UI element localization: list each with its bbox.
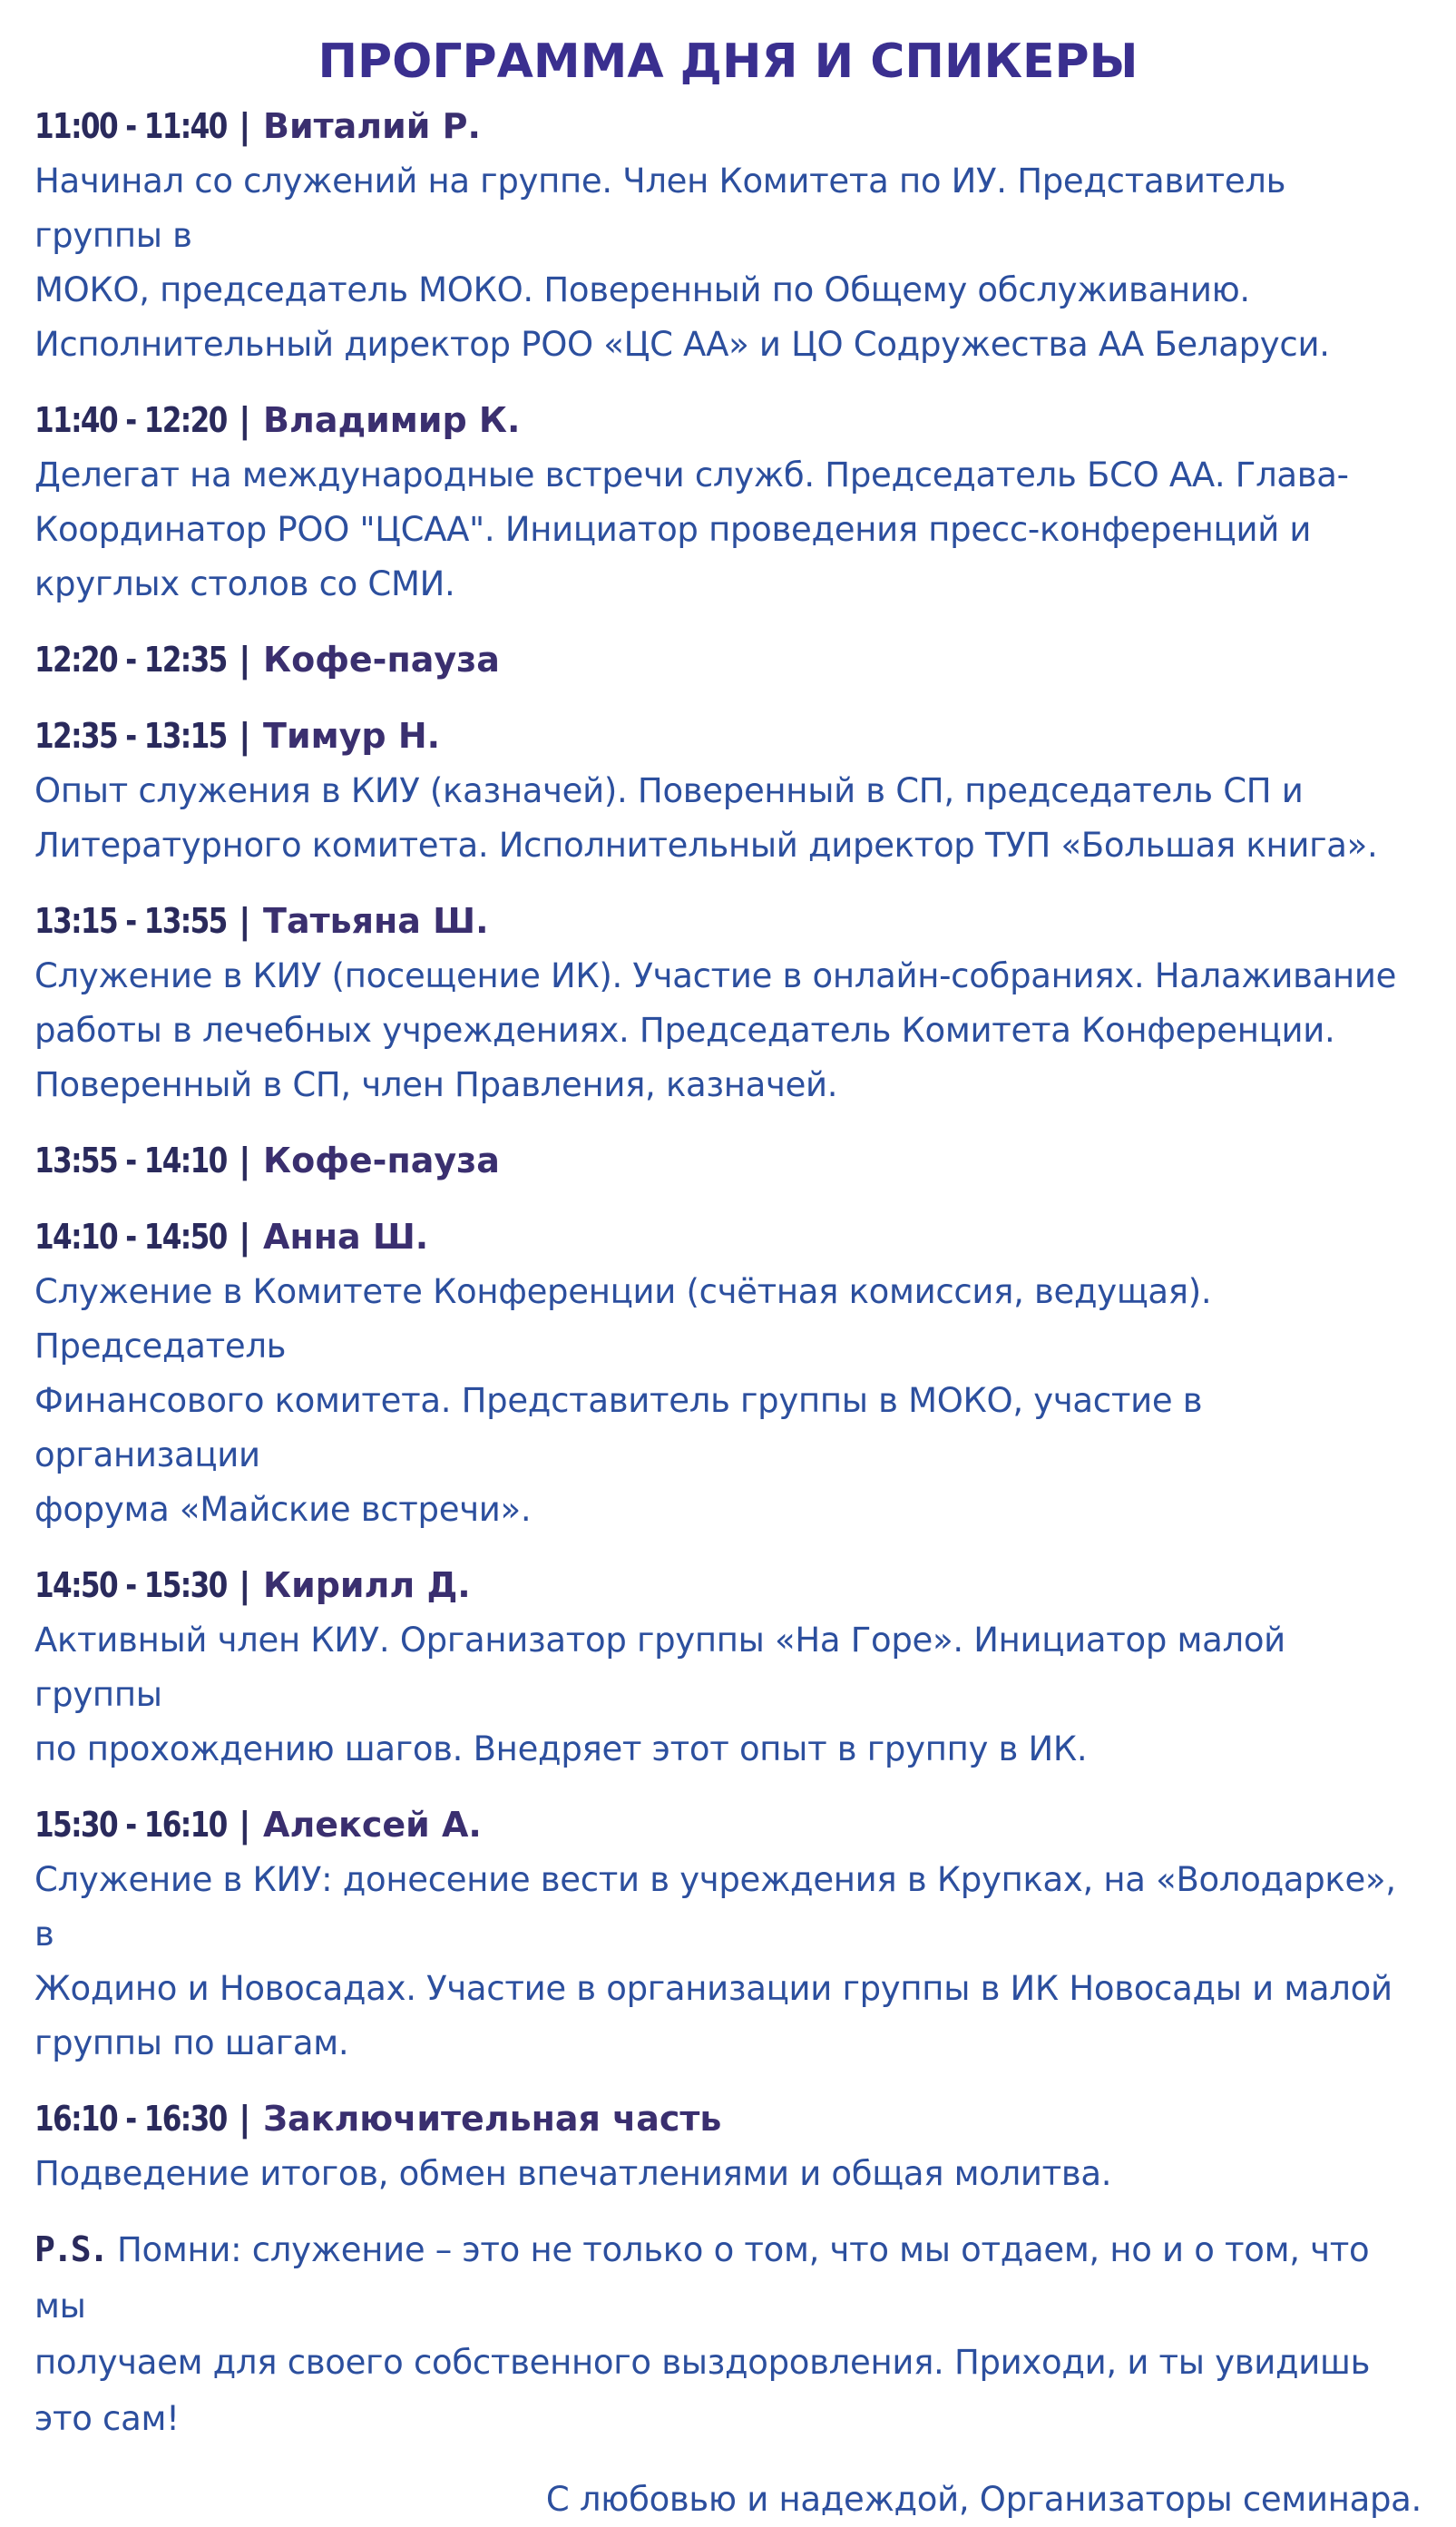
description-line: Активный член КИУ. Организатор группы «На Горе». Инициатор малой группы: [34, 1621, 1285, 1714]
separator: |: [226, 400, 264, 440]
description-line: по прохождению шагов. Внедряет этот опыт в группу в ИК.: [34, 1729, 1088, 1768]
speaker-name: Владимир К.: [263, 400, 521, 440]
description-line: группы по шагам.: [34, 2023, 349, 2062]
separator: |: [226, 640, 264, 680]
schedule-item-header: [34, 632, 1422, 688]
time-slot-box: [34, 1797, 227, 1861]
time-slot-box: [34, 1209, 227, 1273]
schedule-item-header: [34, 893, 1422, 949]
schedule-item: [34, 893, 1422, 1112]
speaker-description: [34, 448, 1422, 612]
time-slot: 16:10 - 16:30: [34, 2099, 227, 2139]
speaker-name: Кофе-пауза: [263, 1141, 500, 1180]
description-line: Служение в КИУ (посещение ИК). Участие в онлайн-собраниях. Налаживание: [34, 956, 1397, 995]
description-line: Литературного комитета. Исполнительный директор ТУП «Большая книга».: [34, 826, 1378, 865]
description-line: Делегат на международные встречи служб. Председатель БСО АА. Глава-: [34, 455, 1349, 495]
schedule-item: [34, 632, 1422, 688]
schedule-item: [34, 2091, 1422, 2201]
time-slot-box: [34, 2091, 227, 2155]
schedule-item: [34, 708, 1422, 873]
speaker-name: Кофе-пауза: [263, 640, 500, 680]
ps-line: Помни: служение – это не только о том, что мы отдаем, но и о том, что мы: [34, 2230, 1370, 2326]
schedule-item: [34, 1209, 1422, 1537]
time-slot-box: [34, 1557, 227, 1621]
separator: |: [226, 901, 264, 941]
schedule-item-header: [34, 1132, 1422, 1189]
speaker-name: Тимур Н.: [263, 716, 441, 756]
speaker-description: [34, 949, 1422, 1112]
description-line: Поверенный в СП, член Правления, казначей.: [34, 1065, 838, 1104]
speaker-name: Заключительная часть: [263, 2099, 722, 2139]
speaker-name: Анна Ш.: [263, 1217, 429, 1257]
time-slot: 14:10 - 14:50: [34, 1217, 227, 1257]
speaker-name: Алексей А.: [263, 1805, 482, 1845]
speaker-name: Кирилл Д.: [263, 1565, 471, 1605]
schedule-item-header: [34, 392, 1422, 448]
description-line: Подведение итогов, обмен впечатлениями и общая молитва.: [34, 2154, 1112, 2193]
time-slot: 12:35 - 13:15: [34, 716, 227, 756]
ps-line: получаем для своего собственного выздоровления. Приходи, и ты увидишь: [34, 2343, 1371, 2382]
description-line: Исполнительный директор РОО «ЦС АА» и ЦО Содружества АА Беларуси.: [34, 325, 1330, 364]
speaker-description: [34, 1265, 1422, 1537]
speaker-description: [34, 1613, 1422, 1777]
time-slot: 11:00 - 11:40: [34, 106, 227, 146]
schedule-item: [34, 392, 1422, 612]
time-slot-box: [34, 1132, 227, 1197]
time-slot-box: [34, 893, 227, 957]
description-line: МОКО, председатель МОКО. Поверенный по Общему обслуживанию.: [34, 270, 1250, 309]
time-slot: 12:20 - 12:35: [34, 640, 227, 680]
schedule-item: [34, 1557, 1422, 1777]
ps-label: P.S.: [34, 2229, 107, 2269]
time-slot: 13:15 - 13:55: [34, 901, 227, 941]
schedule-list: [34, 98, 1422, 2201]
ps-line: это сам!: [34, 2399, 180, 2438]
schedule-item: [34, 98, 1422, 372]
time-slot: 13:55 - 14:10: [34, 1141, 227, 1180]
ps-note: [34, 2221, 1422, 2447]
time-slot-box: [34, 632, 227, 696]
description-line: круглых столов со СМИ.: [34, 564, 455, 603]
speaker-description: [34, 1853, 1422, 2071]
separator: |: [226, 1141, 264, 1180]
schedule-item: [34, 1132, 1422, 1189]
description-line: Финансового комитета. Представитель группы в МОКО, участие в организации: [34, 1381, 1203, 1474]
schedule-item-header: [34, 2091, 1422, 2147]
time-slot-box: [34, 708, 227, 772]
separator: |: [226, 1805, 264, 1845]
time-slot-box: [34, 98, 227, 162]
description-line: работы в лечебных учреждениях. Председатель Комитета Конференции.: [34, 1011, 1335, 1050]
speaker-description: [34, 2147, 1422, 2201]
schedule-item-header: [34, 1557, 1422, 1613]
speaker-name: Виталий Р.: [263, 106, 481, 146]
description-line: Служение в КИУ: донесение вести в учреждения в Крупках, на «Володарке», в: [34, 1860, 1396, 1954]
schedule-item-header: [34, 98, 1422, 154]
schedule-item-header: [34, 1797, 1422, 1853]
description-line: Служение в Комитете Конференции (счётная комиссия, ведущая). Председатель: [34, 1272, 1212, 1366]
time-slot-box: [34, 392, 227, 456]
time-slot: 15:30 - 16:10: [34, 1805, 227, 1845]
separator: |: [226, 1217, 264, 1257]
description-line: форума «Майские встречи».: [34, 1490, 532, 1529]
time-slot: 14:50 - 15:30: [34, 1565, 227, 1605]
separator: |: [226, 716, 264, 756]
separator: |: [226, 106, 264, 146]
signature: С любовью и надеждой, Организаторы семинара.: [545, 2480, 1422, 2519]
time-slot: 11:40 - 12:20: [34, 400, 227, 440]
schedule-item: [34, 1797, 1422, 2071]
schedule-item-header: [34, 708, 1422, 764]
schedule-item-header: [34, 1209, 1422, 1265]
description-line: Жодино и Новосадах. Участие в организации группы в ИК Новосады и малой: [34, 1969, 1392, 2008]
description-line: Опыт служения в КИУ (казначей). Поверенный в СП, председатель СП и: [34, 771, 1304, 810]
description-line: Координатор РОО "ЦСАА". Инициатор проведения пресс-конференций и: [34, 510, 1312, 549]
speaker-name: Татьяна Ш.: [263, 901, 489, 941]
speaker-description: [34, 154, 1422, 372]
separator: |: [226, 2099, 264, 2139]
speaker-description: [34, 764, 1422, 873]
description-line: Начинал со служений на группе. Член Комитета по ИУ. Представитель группы в: [34, 162, 1286, 255]
separator: |: [226, 1565, 264, 1605]
page-title: ПРОГРАММА ДНЯ И СПИКЕРЫ: [318, 34, 1138, 89]
